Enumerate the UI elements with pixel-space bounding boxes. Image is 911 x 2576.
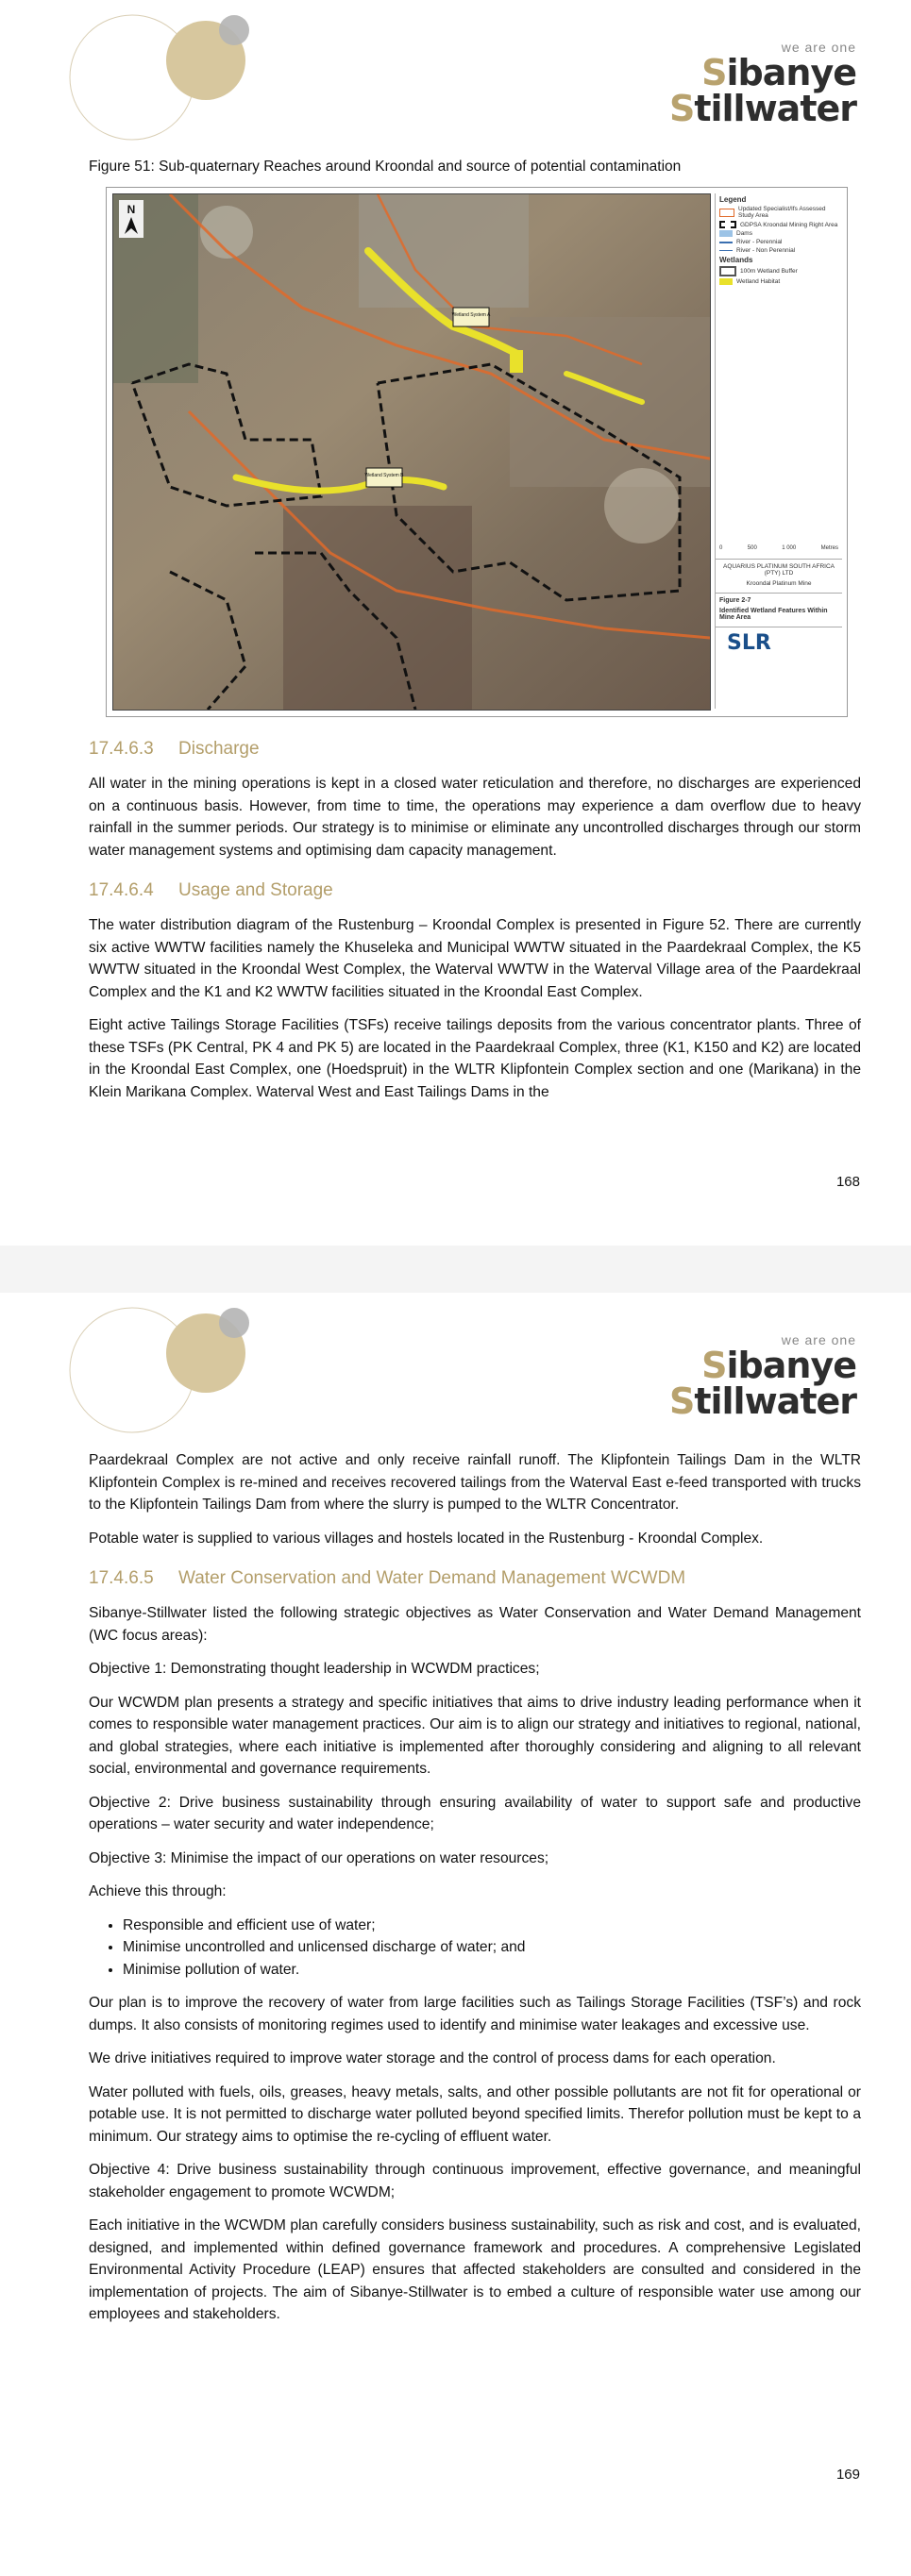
logo-line-2 (639, 1380, 856, 1422)
list-item: • Responsible and efficient use of water; (123, 1915, 861, 1937)
paragraph: Objective 4: Drive business sustainability through continuous improvement, effective governance, and meaningful stakeholder engagement to promote WCWDM; (89, 2162, 861, 2200)
map-label-system-a: Wetland System A (451, 312, 491, 318)
page1-body (89, 739, 861, 1114)
logo-tagline: we are one (781, 40, 856, 55)
logo-tagline: we are one (781, 1332, 856, 1347)
legend-row: River - Non Perennial (719, 247, 838, 254)
north-arrow-icon: N (127, 203, 136, 216)
logo-rest: ibanye (726, 1345, 856, 1386)
logo-initial: S (668, 1380, 695, 1422)
page-169 (0, 1293, 911, 2538)
page-168 (0, 0, 911, 1246)
paragraph: Eight active Tailings Storage Facilities (TSFs) receive tailings deposits from the various concentrator plants. Three of these TSFs (PK Central, PK 4 and PK 5) are located in the Paardekraal Complex, three (K1, K150 and K2) are located in the Kroondal East Complex, one (Hoedspruit) in the WLTR Klipfontein Complex section and one (Marikana) in the Klein Marikana Complex. Waterval West and East Tailings Dams in the (89, 1017, 861, 1100)
page2-body (89, 1449, 861, 2337)
legend-row: River - Perennial (719, 239, 838, 245)
logo-initial: S (701, 52, 727, 93)
logo-rest: ibanye (726, 52, 856, 93)
paragraph: Objective 1: Demonstrating thought leadership in WCWDM practices; (89, 1661, 540, 1677)
paragraph: We drive initiatives required to improve water storage and the control of process dams for each operation. (89, 2050, 776, 2066)
paragraph: Our plan is to improve the recovery of water from large facilities such as Tailings Storage Facilities (TSF’s) and rock dumps. It also consists of monitoring regimes used to identify and minimise water leakages and excessive use. (89, 1995, 861, 2033)
company-logo (639, 1332, 856, 1436)
scale-bar: 0 500 1 000 Metres (719, 545, 838, 551)
section-heading-usage: 17.4.6.4 Usage and Storage (89, 880, 333, 900)
page-gap (0, 1246, 911, 1293)
map-company: AQUARIUS PLATINUM SOUTH AFRICA (PTY) LTD (723, 563, 835, 577)
paragraph: Objective 3: Minimise the impact of our operations on water resources; (89, 1849, 549, 1866)
paragraph: All water in the mining operations is kept in a closed water reticulation and therefore, no discharges are experienced on a continuous basis. However, from time to time, the operations may experience a dam overflow due to heavy rainfall in the summer periods. Our strategy is to minimise or eliminate any uncontrolled discharges through our storm water management systems and optimising dam capacity management. (89, 776, 861, 859)
paragraph: Water polluted with fuels, oils, greases, heavy metals, salts, and other possible pollutants are not fit for operational or potable use. It is not permitted to discharge water polluted beyond specified limits. Therefor pollution must be kept to a minimum. Our strategy aims to optimise the re-cycling of effluent water. (89, 2083, 861, 2145)
paragraph: The water distribution diagram of the Rustenburg – Kroondal Complex is presented in Figure 52. There are currently six active WWTW facilities namely the Khuseleka and Municipal WWTW situated in the Paardekraal Complex, the K5 WWTW situated in the Kroondal West Complex, the Waterval WWTW in the Waterval Village area of the Paardekraal Complex and the K1 and K2 WWTW facilities situated in the Kroondal East Complex. (89, 917, 861, 1000)
page-number: 169 (835, 2467, 860, 2483)
logo-line-2 (639, 88, 856, 129)
list-item: • Minimise pollution of water. (123, 1959, 861, 1982)
logo-line-1 (639, 52, 856, 93)
company-logo (639, 40, 856, 143)
legend-row: GDPSA Kroondal Mining Right Area (719, 221, 838, 228)
legend-row: 100m Wetland Buffer (719, 266, 838, 276)
decorative-circles (64, 9, 262, 151)
wetland-map-figure (106, 187, 848, 717)
section-heading-discharge: 17.4.6.3 Discharge (89, 739, 260, 759)
paragraph: Paardekraal Complex are not active and only receive rainfall runoff. The Klipfontein Tailings Dam in the WLTR Klipfontein Complex is re-mined and receives recovered tailings from the Waterval East e-feed transported with trucks to the Klipfontein Tailings Dam from where the slurry is pumped to the WLTR Concentrator. (89, 1452, 861, 1513)
paragraph: Achieve this through: (89, 1883, 227, 1899)
bullet-list (89, 1915, 861, 1982)
figure-caption: Figure 51: Sub-quaternary Reaches around Kroondal and source of potential contamination (89, 159, 682, 175)
aerial-map-drawing (113, 194, 710, 710)
legend-title: Legend (719, 195, 747, 204)
map-label-system-b: Wetland System B (364, 473, 404, 478)
decorative-circles (64, 1302, 262, 1444)
logo-rest: tillwater (694, 88, 856, 129)
legend-row: Wetland Habitat (719, 278, 838, 285)
paragraph: Objective 2: Drive business sustainability through ensuring availability of water to support safe and productive operations – water security and water independence; (89, 1794, 861, 1832)
legend-spacer (716, 287, 842, 542)
slr-logo: SLR (727, 631, 771, 655)
map-legend-panel (715, 193, 842, 709)
logo-initial: S (668, 88, 695, 129)
paragraph: Our WCWDM plan presents a strategy and specific initiatives that aims to drive industry leading performance when it comes to responsible water management practices. Our aim is to align our strategy and initiatives to regional, national, and global strategies, where each initiative is implemented after thoroughly considering and aligning to all relevant social, environmental and governance requirements. (89, 1694, 861, 1777)
paragraph: Each initiative in the WCWDM plan carefully considers business sustainability, such as risk and cost, and is evaluated, designed, and implemented within defined governance framework and procedures. A comprehensive Legislated Environmental Activity Procedure (LEAP) ensures that affected stakeholders are consulted and considered in the implementation of projects. The aim of Sibanye-Stillwater is to embed a culture of responsible water use among our employees and stakeholders. (89, 2217, 861, 2322)
paragraph: Potable water is supplied to various villages and hostels located in the Rustenburg - Kroondal Complex. (89, 1530, 764, 1547)
logo-rest: tillwater (694, 1380, 856, 1422)
legend-row: Dams (719, 230, 838, 237)
logo-line-1 (639, 1345, 856, 1386)
paragraph: Sibanye-Stillwater listed the following strategic objectives as Water Conservation and Water Demand Management (WC focus areas): (89, 1605, 861, 1644)
map-figure-number: Figure 2-7 (719, 597, 751, 604)
wetlands-title: Wetlands (719, 256, 753, 264)
list-item: • Minimise uncontrolled and unlicensed discharge of water; and (123, 1936, 861, 1959)
section-heading-wcwdm: 17.4.6.5 Water Conservation and Water Demand Management WCWDM (89, 1568, 686, 1588)
legend-row: Updated Specialist/Ifs Assessed Study Area (719, 206, 838, 219)
aerial-map-image (112, 193, 711, 711)
logo-initial: S (701, 1345, 727, 1386)
page-number: 168 (835, 1174, 860, 1190)
map-figure-title: Identified Wetland Features Within Mine Area (719, 608, 828, 621)
map-mine: Kroondal Platinum Mine (746, 580, 812, 587)
